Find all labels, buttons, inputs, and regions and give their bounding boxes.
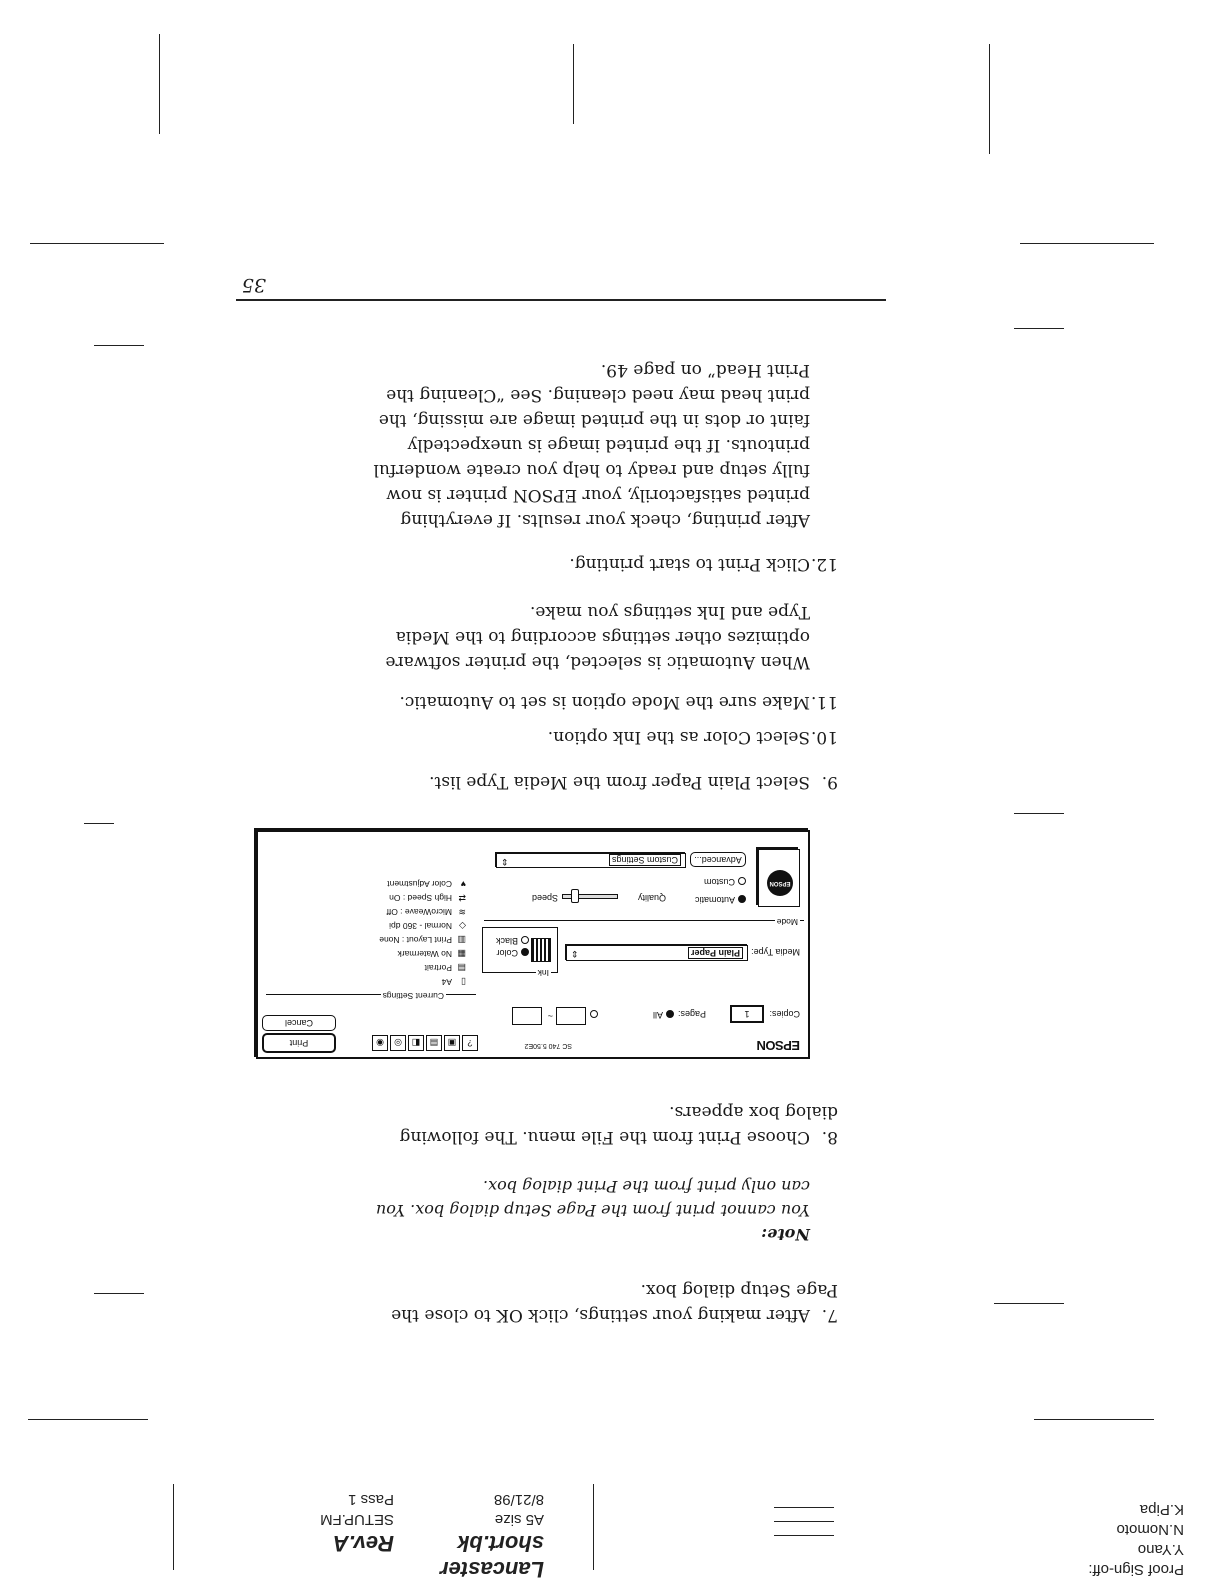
preview-icon[interactable]: ▣ [444, 1035, 460, 1051]
print-button[interactable]: Print [262, 1033, 336, 1053]
ink-black-radio[interactable] [496, 936, 529, 946]
ink-group-label: Ink [537, 968, 549, 978]
step-12 [368, 551, 838, 576]
mode-automatic-radio[interactable] [695, 895, 746, 905]
ink-black-label: Black [495, 936, 518, 946]
signoff-1: Y.Yano [1137, 1541, 1184, 1558]
pages-all-label: All [652, 1010, 663, 1020]
paper-size: A5 size [494, 1511, 544, 1528]
color-adjustment-icon: ♥ [460, 879, 466, 889]
step-7-text: After making your settings, click OK to close the Page Setup dialog box. [391, 1280, 838, 1325]
signoff-3: K.Pipa [1139, 1501, 1184, 1518]
watermark-icon: ▦ [457, 949, 466, 959]
note-text: You cannot print from the Page Setup dialog box. You can only print from the Print dialog box. [375, 1177, 810, 1220]
copies-field[interactable] [730, 1005, 764, 1023]
chevron-down-icon: ⇕ [501, 857, 509, 867]
file-name: SETUP.FM [320, 1511, 394, 1528]
epson-brand: EPSON [756, 1038, 800, 1053]
print-dialog [256, 830, 810, 1059]
mode-divider [484, 920, 804, 921]
signoff-2: N.Nomoto [1116, 1521, 1184, 1538]
step-9-number: 9. [821, 772, 838, 792]
revision: Rev.A [332, 1531, 394, 1556]
paper-size-icon: ▯ [461, 977, 466, 987]
setting-microweave: MicroWeave : Off [386, 907, 452, 917]
utility-icon[interactable]: ◎ [390, 1035, 406, 1051]
step-7-number: 7. [821, 1305, 838, 1325]
step-7 [368, 1277, 838, 1327]
from-page-field[interactable] [556, 1007, 586, 1025]
note-label: Note: [761, 1225, 810, 1244]
media-type-value: Plain Paper [688, 947, 743, 959]
media-type-select[interactable] [566, 945, 748, 961]
footer-rule [236, 300, 886, 302]
pages-all-radio[interactable] [653, 1010, 674, 1020]
background-print-icon[interactable]: ◧ [408, 1035, 424, 1051]
step-11 [368, 689, 838, 714]
epson-logo-icon [758, 849, 800, 907]
epson-logo-text: EPSON [769, 880, 791, 886]
date: 8/21/98 [493, 1491, 544, 1508]
step-11-number: 11. [810, 692, 838, 712]
setting-color-adjustment: Color Adjustment [387, 879, 452, 889]
step-9-text: Select Plain Paper from the Media Type list. [429, 772, 810, 792]
step-10-text: Select Color as the Ink option. [547, 727, 810, 747]
to-page-field[interactable] [512, 1007, 542, 1025]
custom-settings-select[interactable] [496, 853, 686, 868]
step-10-number: 10. [810, 727, 838, 747]
pages-range-radio[interactable] [587, 1010, 598, 1020]
step-9 [368, 769, 838, 794]
doc-title: Lancaster [440, 1557, 544, 1582]
slider-thumb[interactable] [571, 889, 579, 903]
step-8-text: Choose Print from the File menu. The following dialog box appears. [399, 1102, 838, 1147]
copies-label: Copies: [769, 1009, 800, 1019]
help-icon[interactable]: ? [462, 1035, 478, 1051]
microweave-icon: ≋ [458, 907, 466, 917]
step-10 [368, 724, 838, 749]
setting-watermark: No Watermark [397, 949, 452, 959]
pages-label: Pages: [677, 1009, 706, 1019]
mode-automatic-label: Automatic [694, 895, 735, 905]
orientation-icon: ▤ [457, 963, 466, 973]
setting-orientation: Portrait [424, 963, 452, 973]
driver-model: SC 740 5.50E2 [524, 1042, 572, 1049]
ink-cartridge-icon [531, 938, 551, 962]
cancel-button[interactable]: Cancel [262, 1015, 336, 1031]
mode-custom-radio[interactable] [704, 877, 746, 887]
mode-custom-label: Custom [703, 877, 735, 887]
page-number: 35 [241, 274, 266, 296]
epson-logo-disc [767, 870, 793, 896]
step-11-detail: When Automatic is selected, the printer software optimizes other settings according to the Media Type and Ink settings you make. [385, 602, 810, 672]
step-8 [368, 1099, 838, 1149]
current-settings-label: Current Settings [382, 991, 444, 1001]
print-layout-icon: ▥ [457, 935, 466, 945]
after-printing-paragraph: After printing, check your results. If everything printed satisfactorily, your EPSON printer is now fully setup and ready to help you create wonderful printouts. If the printed image is unexpectedly faint or dots in the printed image are missing, the print head may need cleaning. See “Cleaning the Print Head” on page 49. [373, 360, 810, 530]
media-type-label: Media Type: [751, 947, 800, 957]
setting-print-layout: Print Layout : None [379, 935, 452, 945]
setting-paper-size: A4 [441, 977, 452, 987]
copies-value: 1 [744, 1009, 750, 1019]
chevron-down-icon: ⇕ [571, 949, 579, 959]
resolution-icon: ◇ [459, 921, 466, 931]
setting-high-speed: High Speed : On [389, 893, 452, 903]
proof-label: Proof Sign-off: [1088, 1561, 1184, 1578]
range-separator: ~ [547, 1011, 553, 1021]
advanced-button[interactable]: Advanced... [690, 852, 746, 867]
step-8-number: 8. [821, 1127, 838, 1147]
ink-color-radio[interactable] [496, 948, 529, 958]
step-12-number: 12. [810, 554, 838, 574]
proof-signoff-block [844, 1448, 1184, 1578]
high-speed-icon: ⇄ [458, 893, 466, 903]
custom-settings-value: Custom Settings [609, 854, 681, 866]
book-name: short.bk [457, 1531, 544, 1556]
current-settings-list [270, 857, 470, 987]
quality-speed-slider[interactable] [562, 894, 618, 899]
step-12-text: Click Print to start printing. [569, 554, 810, 574]
layout-icon[interactable]: ▤ [426, 1035, 442, 1051]
step-11-text: Make sure the Mode option is set to Automatic. [399, 692, 810, 712]
pass: Pass 1 [348, 1491, 394, 1508]
speed-label: Speed [531, 893, 558, 903]
mode-label: Mode [776, 917, 798, 927]
setting-resolution: Normal - 360 dpi [389, 921, 452, 931]
ink-group [482, 927, 558, 978]
quality-label: Quality [637, 893, 666, 903]
ink-color-label: Color [496, 948, 518, 958]
status-monitor-icon[interactable]: ◉ [372, 1035, 388, 1051]
